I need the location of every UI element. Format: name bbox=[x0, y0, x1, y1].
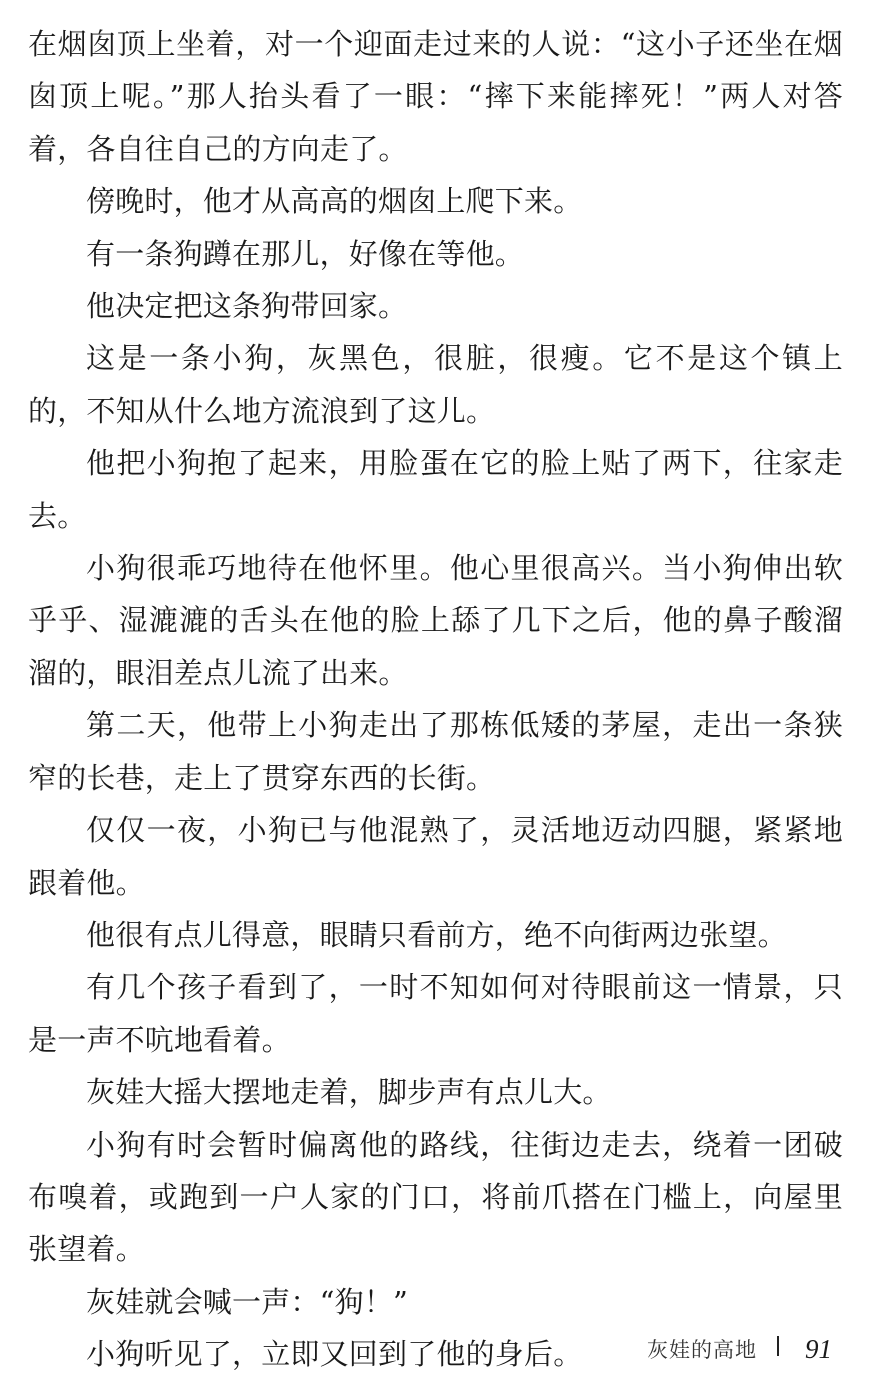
paragraph: 灰娃大摇大摆地走着，脚步声有点儿大。 bbox=[86, 1075, 612, 1110]
paragraph: 小狗很乖巧地待在他怀里。他心里很高兴。当小狗伸出软乎乎、湿漉漉的舌头在他的脸上舔了几下之后，他的鼻子酸溜溜的，眼泪差点儿流了出来。 bbox=[28, 551, 843, 690]
paragraph: 有一条狗蹲在那儿，好像在等他。 bbox=[86, 236, 525, 271]
paragraph: 傍晚时，他才从高高的烟囱上爬下来。 bbox=[86, 184, 583, 219]
page-body bbox=[28, 18, 843, 1381]
page-number: 91 bbox=[805, 1333, 832, 1364]
paragraph: 这是一条小狗，灰黑色，很脏，很瘦。它不是这个镇上的，不知从什么地方流浪到了这儿。 bbox=[28, 341, 843, 428]
paragraph: 他把小狗抱了起来，用脸蛋在它的脸上贴了两下，往家走去。 bbox=[28, 446, 843, 533]
paragraph: 仅仅一夜，小狗已与他混熟了，灵活地迈动四腿，紧紧地跟着他。 bbox=[28, 813, 843, 900]
running-footer-book-title: 灰娃的高地 bbox=[647, 1338, 757, 1362]
paragraph: 第二天，他带上小狗走出了那栋低矮的茅屋，走出一条狭窄的长巷，走上了贯穿东西的长街。 bbox=[28, 708, 843, 795]
footer-divider bbox=[777, 1336, 779, 1356]
paragraph: 灰娃就会喊一声：“狗！” bbox=[86, 1284, 409, 1319]
paragraph: 有几个孩子看到了，一时不知如何对待眼前这一情景，只是一声不吭地看着。 bbox=[28, 970, 843, 1057]
paragraph: 他很有点儿得意，眼睛只看前方，绝不向街两边张望。 bbox=[86, 917, 787, 952]
paragraph: 小狗有时会暂时偏离他的路线，往街边走去，绕着一团破布嗅着，或跑到一户人家的门口，将前爪搭在门槛上，向屋里张望着。 bbox=[28, 1127, 843, 1267]
paragraph: 他决定把这条狗带回家。 bbox=[86, 289, 408, 324]
paragraph-continued: 在烟囱顶上坐着，对一个迎面走过来的人说：“这小子还坐在烟囱顶上呢。”那人抬头看了一眼：“摔下来能摔死！”两人对答着，各自往自己的方向走了。 bbox=[28, 27, 843, 166]
paragraph: 小狗听见了，立即又回到了他的身后。 bbox=[86, 1337, 583, 1372]
page-footer bbox=[647, 1331, 832, 1367]
